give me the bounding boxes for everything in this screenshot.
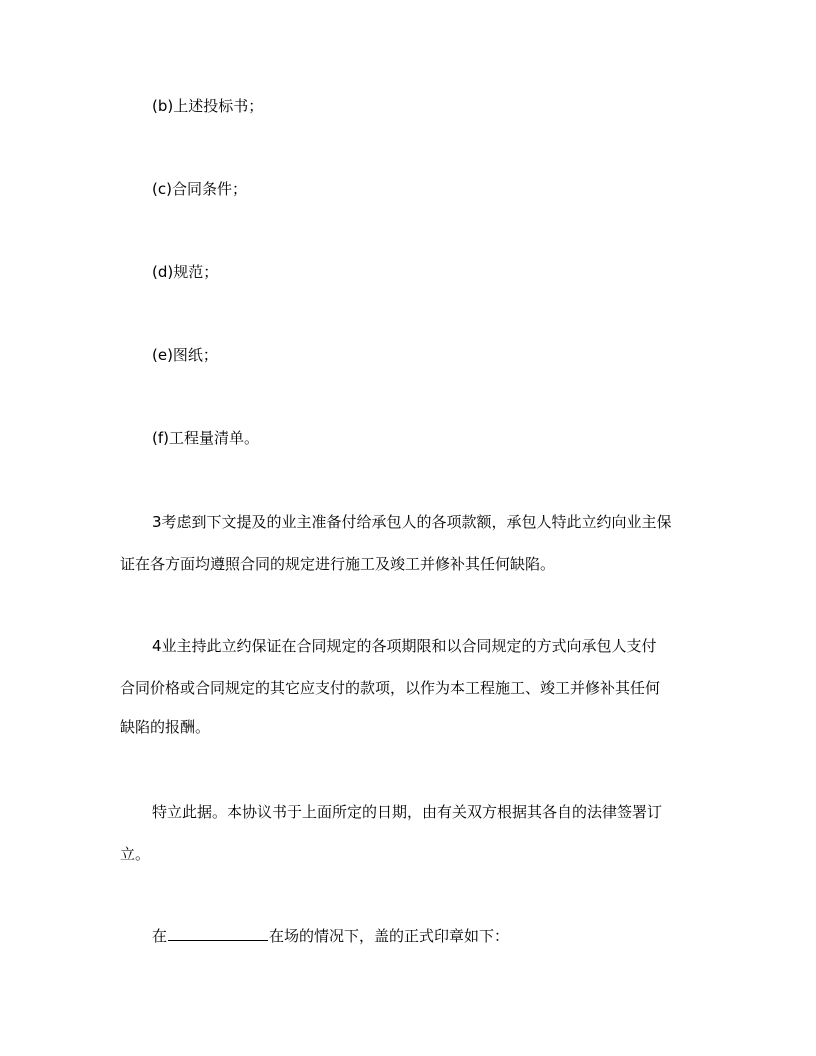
list-item-c: (c)合同条件； xyxy=(152,180,247,198)
paragraph-6 xyxy=(152,926,509,946)
list-item-d: (d)规范； xyxy=(152,263,219,281)
list-item-f: (f)工程量清单。 xyxy=(152,429,259,447)
list-item-e: (e)图纸； xyxy=(152,346,218,364)
list-item-b: (b)上述投标书； xyxy=(152,97,264,115)
paragraph-6-prefix: 在 xyxy=(152,927,168,945)
paragraph-4-line-2: 合同价格或合同规定的其它应支付的款项，以作为本工程施工、竣工并修补其任何 xyxy=(120,679,661,697)
paragraph-5-line-1: 特立此据。本协议书于上面所定的日期，由有关双方根据其各自的法律签署订 xyxy=(152,803,663,821)
paragraph-6-suffix: 在场的情况下，盖的正式印章如下： xyxy=(269,927,510,945)
paragraph-4-line-1: 4业主持此立约保证在合同规定的各项期限和以合同规定的方式向承包人支付 xyxy=(152,637,657,655)
paragraph-5-line-2: 立。 xyxy=(120,845,151,863)
paragraph-3-line-1: 3考虑到下文提及的业主准备付给承包人的各项款额，承包人特此立约向业主保 xyxy=(152,513,672,531)
paragraph-3-line-2: 证在各方面均遵照合同的规定进行施工及竣工并修补其任何缺陷。 xyxy=(120,555,556,573)
fill-in-blank-line xyxy=(168,926,268,941)
paragraph-4-line-3: 缺陷的报酬。 xyxy=(120,718,211,736)
